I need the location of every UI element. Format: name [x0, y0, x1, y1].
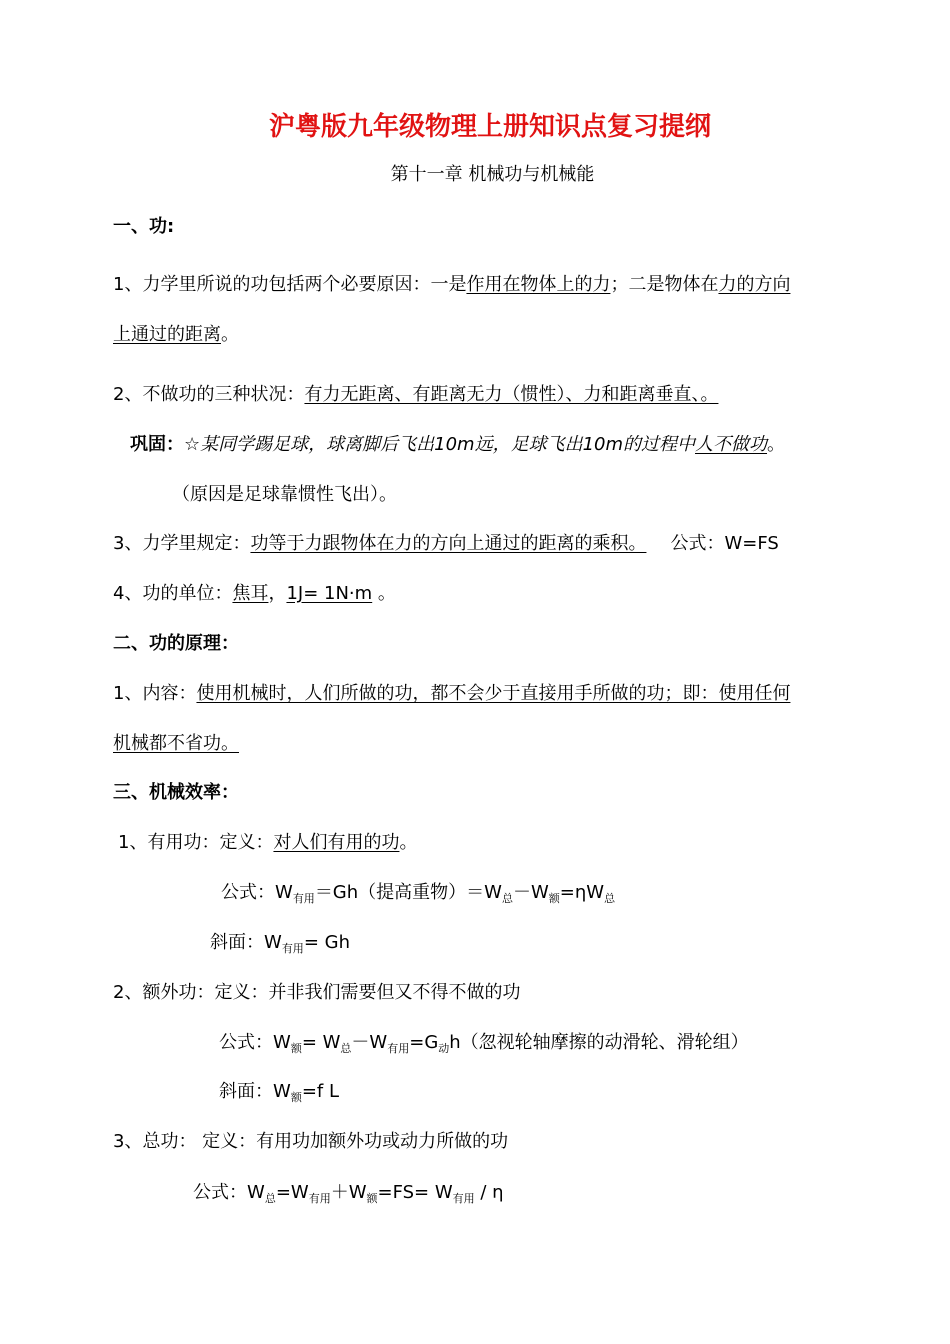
- formula-useful-work: 公式：$W_{有用}=Gh$（提高重物）$=W_总-W_额=\eta W_总$: [221, 882, 616, 905]
- formula-total-work: 公式：$W_总=W_{有用}+W_额=FS= W_{有用} / \eta$: [193, 1182, 504, 1205]
- section-heading-work-principle: 二、功的原理：: [113, 633, 239, 654]
- consolidation-reason: （原因是足球靠惯性飞出）。: [172, 484, 397, 505]
- formula-extra-work-incline: 斜面：$W_额=f$ L: [219, 1081, 339, 1104]
- paragraph-work-factors-cont: 上通过的距离。: [113, 324, 239, 345]
- section-heading-efficiency: 三、机械效率：: [113, 782, 239, 803]
- paragraph-work-unit: 4、功的单位：焦耳，1J= 1N·m 。: [113, 583, 396, 604]
- section-heading-work: 一、功:: [113, 216, 175, 237]
- paragraph-useful-work: 1、有用功：定义：对人们有用的功。: [118, 832, 418, 853]
- paragraph-work-definition: 3、力学里规定：功等于力跟物体在力的方向上通过的距离的乘积。 公式：W=FS: [113, 533, 779, 554]
- paragraph-total-work: 3、总功： 定义：有用功加额外功或动力所做的功: [113, 1131, 509, 1152]
- chapter-heading: 第十一章 机械功与机械能: [390, 164, 595, 185]
- paragraph-extra-work: 2、额外功：定义：并非我们需要但又不得不做的功: [113, 982, 521, 1003]
- paragraph-principle-content: 1、内容：使用机械时，人们所做的功，都不会少于直接用手所做的功；即：使用任何: [113, 683, 791, 704]
- formula-extra-work: 公式：$W_额= W_总-W_{有用}=G_动h$（忽视轮轴摩擦的动滑轮、滑轮组）: [219, 1032, 749, 1055]
- formula-useful-work-incline: 斜面：$W_{有用}= Gh$: [210, 932, 350, 955]
- consolidation-example: 巩固：☆某同学踢足球，球离脚后飞出10m远，足球飞出10m的过程中人不做功。: [130, 434, 786, 455]
- paragraph-no-work-cases: 2、不做功的三种状况：有力无距离、有距离无力（惯性）、力和距离垂直、。: [113, 384, 719, 405]
- document-title: 沪粤版九年级物理上册知识点复习提纲: [268, 112, 711, 142]
- paragraph-principle-content-cont: 机械都不省功。: [113, 733, 239, 754]
- paragraph-work-factors: 1、力学里所说的功包括两个必要原因：一是作用在物体上的力；二是物体在力的方向: [113, 274, 791, 295]
